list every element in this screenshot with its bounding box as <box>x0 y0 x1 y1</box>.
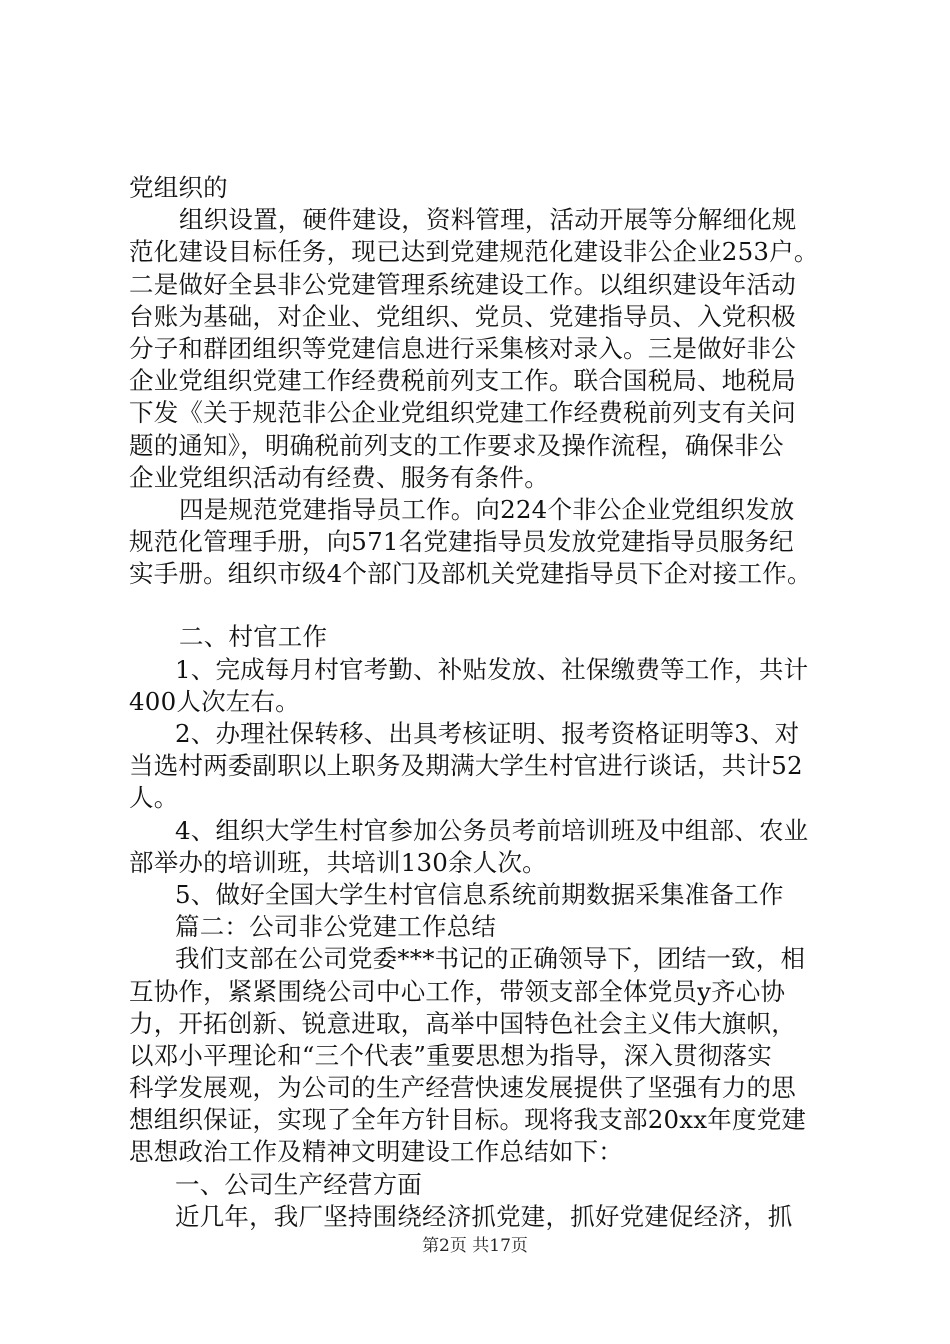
document-body <box>129 172 834 1233</box>
text-line: 想组织保证，实现了全年方针目标。现将我支部20xx年度党建 <box>129 1105 807 1135</box>
text-line: 党组织的 <box>129 173 228 202</box>
text-line: 人。 <box>129 783 179 813</box>
text-line: 实手册。组织市级4个部门及部机关党建指导员下企对接工作。 <box>129 559 812 589</box>
section-heading: 二、村官工作 <box>179 622 328 652</box>
text-line: 台账为基础，对企业、党组织、党员、党建指导员、入党积极 <box>129 301 796 331</box>
paragraph-gap <box>129 590 834 621</box>
text-line: 互协作，紧紧围绕公司中心工作，带领支部全体党员y齐心协 <box>129 976 786 1006</box>
text-line: 四是规范党建指导员工作。向224个非公企业党组织发放 <box>179 494 795 524</box>
text-line: 力，开拓创新、锐意进取，高举中国特色社会主义伟大旗帜， <box>129 1008 796 1038</box>
text-line: 部举办的培训班，共培训130余人次。 <box>129 847 547 877</box>
text-line: 组织设置，硬件建设，资料管理，活动开展等分解细化规 <box>179 205 797 235</box>
text-line: 1、完成每月村官考勤、补贴发放、社保缴费等工作，共计 <box>175 654 809 684</box>
text-line: 题的通知》，明确税前列支的工作要求及操作流程，确保非公 <box>129 430 784 460</box>
text-line: 企业党组织党建工作经费税前列支工作。联合国税局、地税局 <box>129 366 796 396</box>
section-heading: 篇二：公司非公党建工作总结 <box>175 912 497 942</box>
text-line: 近几年，我厂坚持围绕经济抓党建，抓好党建促经济，抓 <box>175 1201 793 1231</box>
text-line: 下发《关于规范非公企业党组织党建工作经费税前列支有关问 <box>129 398 796 428</box>
text-line: 思想政治工作及精神文明建设工作总结如下： <box>129 1137 623 1167</box>
text-line: 二是做好全县非公党建管理系统建设工作。以组织建设年活动 <box>129 269 796 299</box>
page-number: 第2页 共17页 <box>422 1236 528 1256</box>
text-line: 我们支部在公司党委***书记的正确领导下，团结一致，相 <box>175 944 806 974</box>
section-heading: 一、公司生产经营方面 <box>175 1169 422 1199</box>
text-line: 规范化管理手册，向571名党建指导员发放党建指导员服务纪 <box>129 527 794 557</box>
text-line: 分子和群团组织等党建信息进行采集核对录入。三是做好非公 <box>129 333 796 363</box>
text-line: 范化建设目标任务，现已达到党建规范化建设非公企业253户。 <box>129 237 819 267</box>
text-line: 当选村两委副职以上职务及期满大学生村官进行谈话，共计52 <box>129 751 803 781</box>
text-line: 2、办理社保转移、出具考核证明、报考资格证明等3、对 <box>175 719 800 748</box>
text-line: 企业党组织活动有经费、服务有条件。 <box>129 462 549 492</box>
text-line: 5、做好全国大学生村官信息系统前期数据采集准备工作 <box>175 879 784 909</box>
text-line: 4、组织大学生村官参加公务员考前培训班及中组部、农业 <box>175 815 809 845</box>
text-line: 400人次左右。 <box>129 686 300 716</box>
text-line: 以邓小平理论和“三个代表”重要思想为指导，深入贯彻落实 <box>129 1040 772 1070</box>
text-line: 科学发展观，为公司的生产经营快速发展提供了坚强有力的思 <box>129 1073 796 1103</box>
